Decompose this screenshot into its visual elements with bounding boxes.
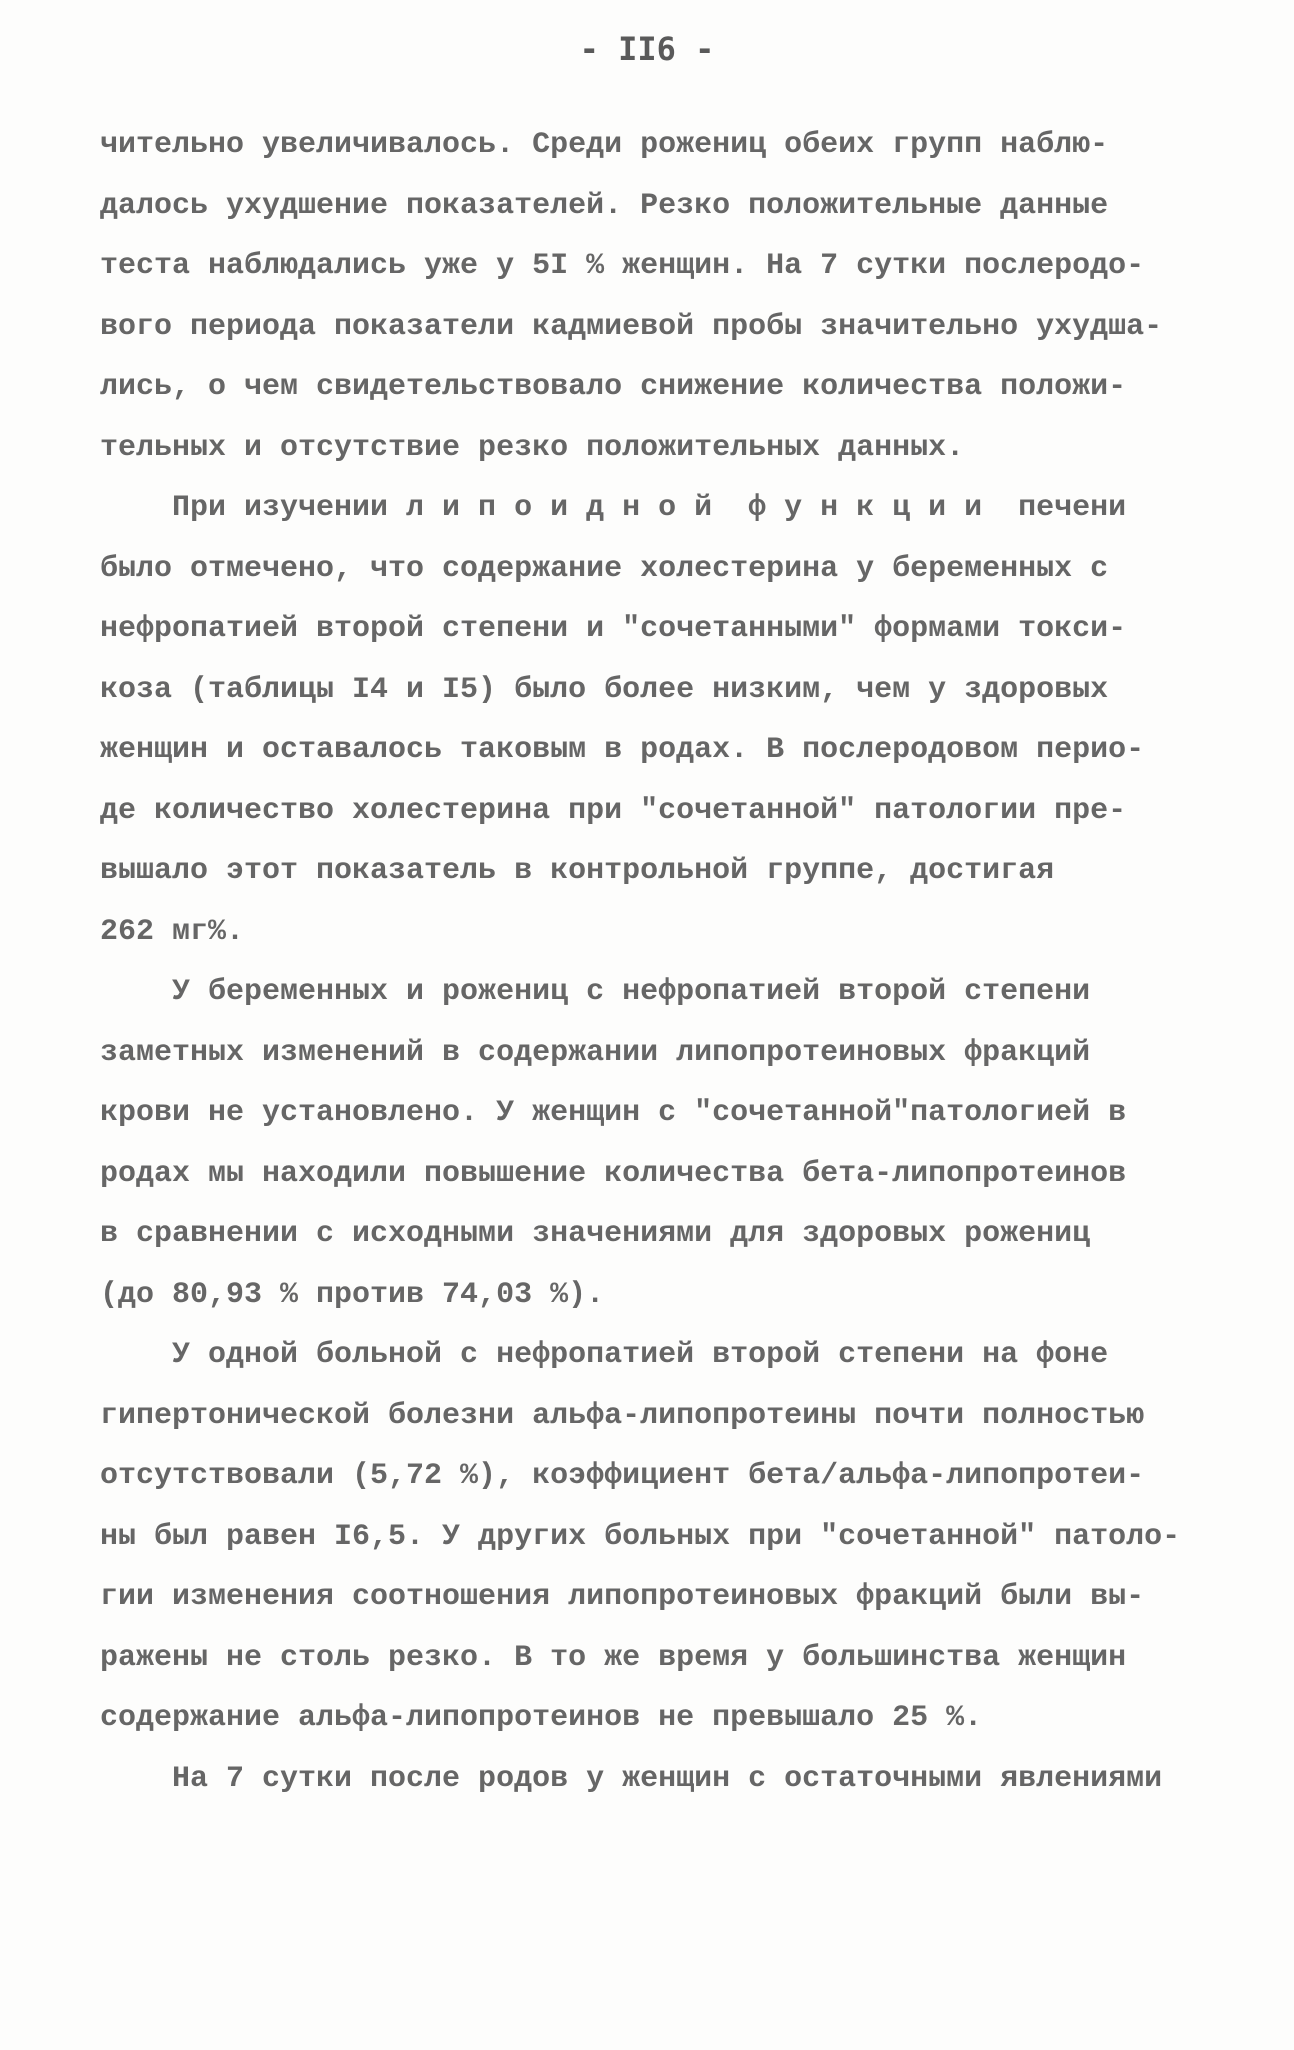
text-line: женщин и оставалось таковым в родах. В послеродовом перио- [100,733,1145,767]
text-line: отсутствовали (5,72 %), коэффициент бета/альфа-липопротеи- [100,1459,1145,1493]
text-line: теста наблюдались уже у 5I % женщин. На 7 сутки послеродо- [100,249,1145,283]
text-line: чительно увеличивалось. Среди рожениц обеих групп наблю- [100,128,1109,162]
body-text [100,115,1180,1809]
text-line: содержание альфа-липопротеинов не превышало 25 %. [100,1701,983,1735]
text-line: было отмечено, что содержание холестерина у беременных с [100,551,1109,586]
paragraph-2 [100,478,1180,962]
text-line: крови не установлено. У женщин с "сочетанной"патологией в [100,1096,1127,1130]
text-line: в сравнении с исходными значениями для здоровых рожениц [100,1217,1091,1251]
text-line: На 7 сутки после родов у женщин с остаточными явлениями [100,1761,1163,1796]
text-line: ражены не столь резко. В то же время у большинства женщин [100,1640,1127,1675]
text-line: заметных изменений в содержании липопротеиновых фракций [100,1035,1091,1070]
paragraph-5 [100,1749,1180,1810]
paragraph-1 [100,115,1180,478]
text-line: вого периода показатели кадмиевой пробы значительно ухудша- [100,309,1163,344]
text-line: гипертонической болезни альфа-липопротеины почти полностью [100,1398,1145,1433]
text-line: У одной больной с нефропатией второй степени на фоне [100,1338,1109,1372]
page-number: - II6 - [579,30,715,68]
paragraph-4 [100,1325,1180,1749]
paragraph-3 [100,962,1180,1325]
text-line: 262 мг%. [100,914,245,949]
text-line: коза (таблицы I4 и I5) было более низким, чем у здоровых [100,672,1109,707]
text-line: ны был равен I6,5. У других больных при "сочетанной" патоло- [100,1519,1181,1554]
text-line: нефропатией второй степени и "сочетанными" формами токси- [100,612,1127,646]
text-line: У беременных и рожениц с нефропатией второй степени [100,975,1091,1009]
text-line: родах мы находили повышение количества бета-липопротеинов [100,1156,1127,1191]
text-line: лись, о чем свидетельствовало снижение количества положи- [100,370,1127,404]
text-line: вышало этот показатель в контрольной группе, достигая [100,854,1055,888]
text-line: При изучении л и п о и д н о й ф у н к ц и и печени [100,491,1127,525]
text-line: (до 80,93 % против 74,03 %). [100,1277,605,1312]
text-line: далось ухудшение показателей. Резко положительные данные [100,188,1109,223]
text-line: тельных и отсутствие резко положительных данных. [100,430,965,465]
text-line: гии изменения соотношения липопротеиновых фракций были вы- [100,1580,1145,1614]
text-line: де количество холестерина при "сочетанной" патологии пре- [100,793,1127,828]
